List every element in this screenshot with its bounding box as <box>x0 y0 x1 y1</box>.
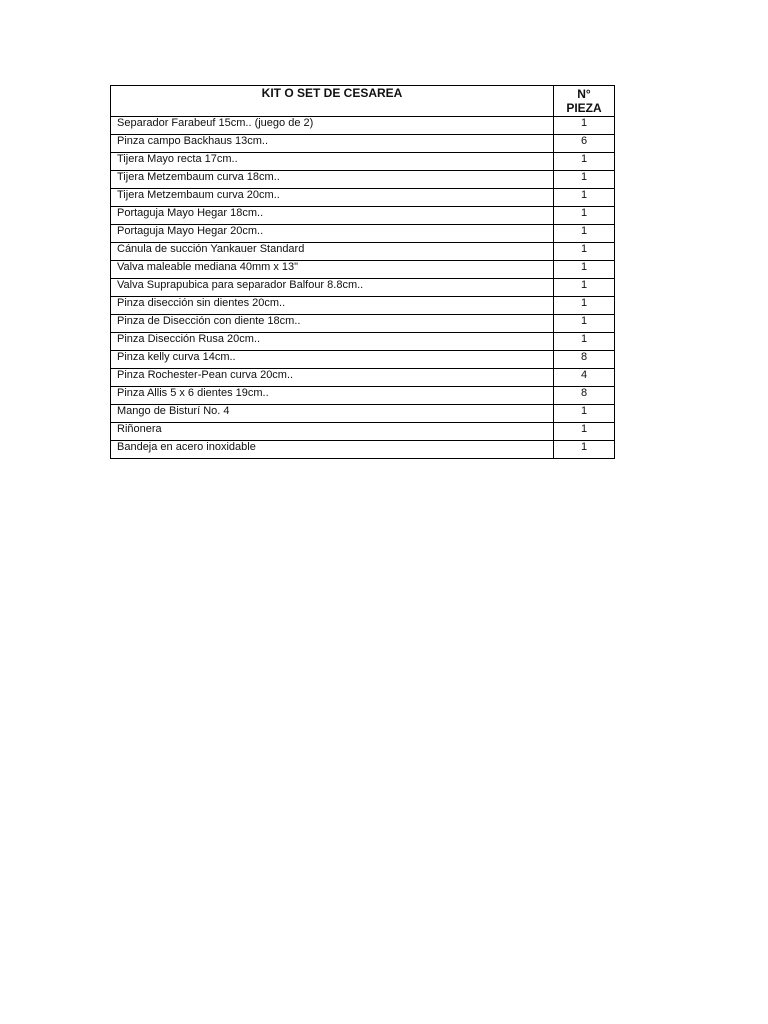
item-qty: 4 <box>554 369 615 387</box>
item-qty: 1 <box>554 243 615 261</box>
table-row <box>111 261 615 279</box>
instrument-table <box>110 85 615 459</box>
document-sheet <box>110 85 615 459</box>
table-row <box>111 423 615 441</box>
table-row <box>111 333 615 351</box>
item-name: Portaguja Mayo Hegar 18cm.. <box>111 207 554 225</box>
table-row <box>111 207 615 225</box>
item-qty: 1 <box>554 441 615 459</box>
header-qty-line1: N° <box>577 87 591 101</box>
header-qty-line2: PIEZA <box>566 101 602 115</box>
item-qty: 1 <box>554 117 615 135</box>
item-qty: 6 <box>554 135 615 153</box>
item-name: Pinza kelly curva 14cm.. <box>111 351 554 369</box>
item-name: Pinza Allis 5 x 6 dientes 19cm.. <box>111 387 554 405</box>
table-row <box>111 297 615 315</box>
table-row <box>111 279 615 297</box>
item-name: Tijera Mayo recta 17cm.. <box>111 153 554 171</box>
item-name: Tijera Metzembaum curva 18cm.. <box>111 171 554 189</box>
item-qty: 8 <box>554 351 615 369</box>
item-name: Bandeja en acero inoxidable <box>111 441 554 459</box>
table-row <box>111 387 615 405</box>
item-name: Tijera Metzembaum curva 20cm.. <box>111 189 554 207</box>
item-name: Pinza Rochester-Pean curva 20cm.. <box>111 369 554 387</box>
item-name: Separador Farabeuf 15cm.. (juego de 2) <box>111 117 554 135</box>
item-name: Valva Suprapubica para separador Balfour 8.8cm.. <box>111 279 554 297</box>
table-row <box>111 153 615 171</box>
item-qty: 1 <box>554 153 615 171</box>
item-qty: 8 <box>554 387 615 405</box>
table-row <box>111 405 615 423</box>
item-qty: 1 <box>554 207 615 225</box>
table-header-row <box>111 86 615 117</box>
item-name: Pinza de Disección con diente 18cm.. <box>111 315 554 333</box>
item-qty: 1 <box>554 405 615 423</box>
table-row <box>111 441 615 459</box>
item-name: Pinza disección sin dientes 20cm.. <box>111 297 554 315</box>
table-row <box>111 117 615 135</box>
table-row <box>111 369 615 387</box>
item-name: Riñonera <box>111 423 554 441</box>
table-body <box>111 117 615 459</box>
header-kit-name: KIT O SET DE CESAREA <box>111 86 554 117</box>
item-qty: 1 <box>554 261 615 279</box>
item-name: Pinza Disección Rusa 20cm.. <box>111 333 554 351</box>
table-row <box>111 243 615 261</box>
item-qty: 1 <box>554 279 615 297</box>
item-name: Pinza campo Backhaus 13cm.. <box>111 135 554 153</box>
header-piece-count <box>554 86 615 117</box>
item-qty: 1 <box>554 315 615 333</box>
table-row <box>111 225 615 243</box>
item-qty: 1 <box>554 189 615 207</box>
table-row <box>111 189 615 207</box>
item-qty: 1 <box>554 423 615 441</box>
item-qty: 1 <box>554 171 615 189</box>
item-name: Valva maleable mediana 40mm x 13" <box>111 261 554 279</box>
item-qty: 1 <box>554 225 615 243</box>
table-row <box>111 135 615 153</box>
table-row <box>111 315 615 333</box>
item-qty: 1 <box>554 333 615 351</box>
item-qty: 1 <box>554 297 615 315</box>
table-row <box>111 171 615 189</box>
item-name: Mango de Bisturí No. 4 <box>111 405 554 423</box>
item-name: Cánula de succión Yankauer Standard <box>111 243 554 261</box>
item-name: Portaguja Mayo Hegar 20cm.. <box>111 225 554 243</box>
table-row <box>111 351 615 369</box>
